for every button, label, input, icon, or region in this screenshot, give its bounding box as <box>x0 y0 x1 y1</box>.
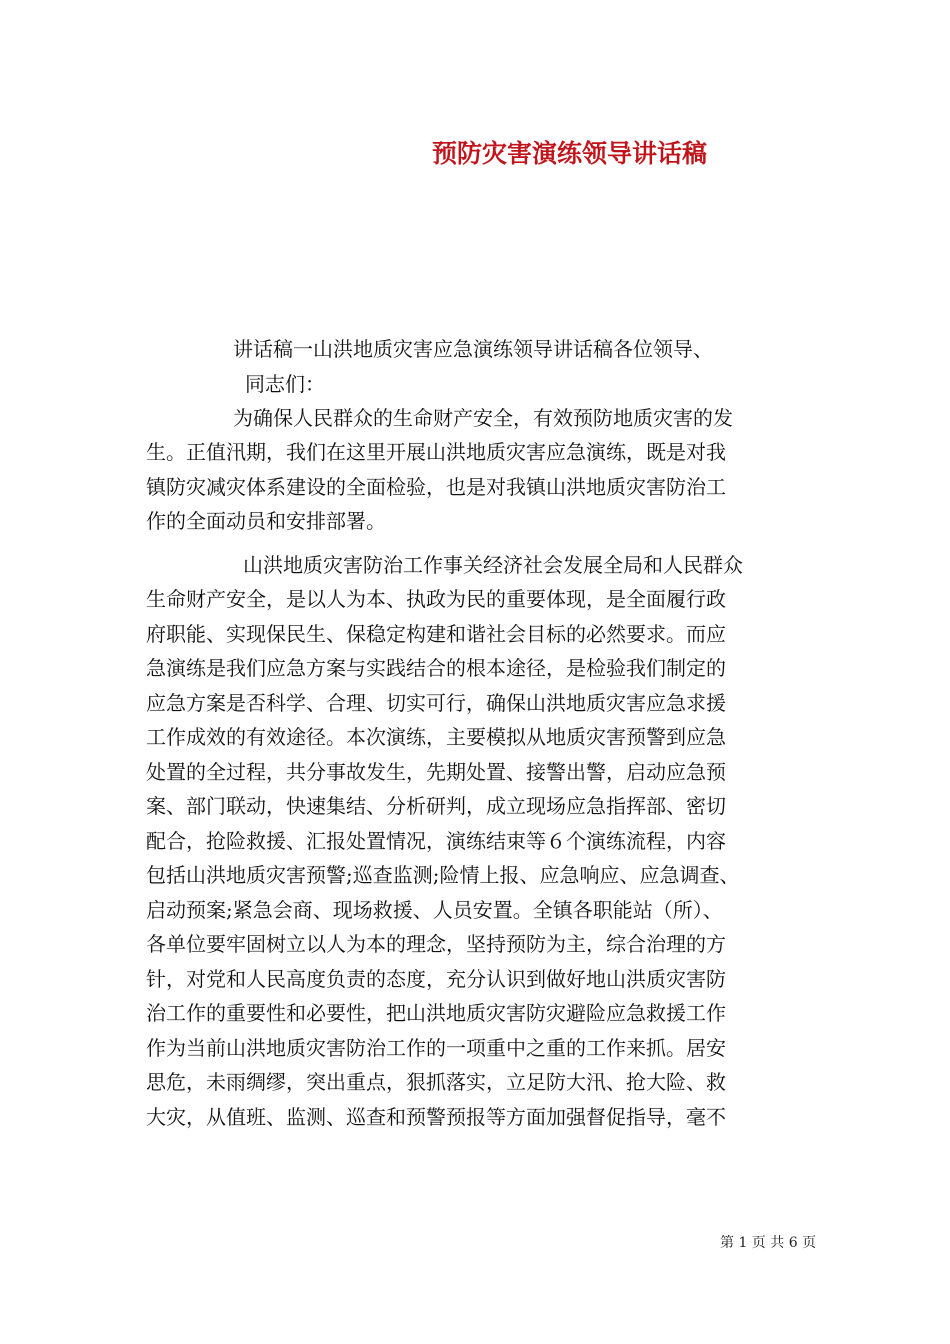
body-line: 治工作的重要性和必要性，把山洪地质灾害防灾避险应急救援工作 <box>146 1001 726 1025</box>
body-line: 包括山洪地质灾害预警;巡查监测;险情上报、应急响应、应急调查、 <box>146 863 740 887</box>
body-line: 山洪地质灾害防治工作事关经济社会发展全局和人民群众 <box>243 553 743 577</box>
body-line: 急演练是我们应急方案与实践结合的根本途径，是检验我们制定的 <box>146 656 726 680</box>
body-line: 配合，抢险救援、汇报处置情况，演练结束等６个演练流程，内容 <box>146 829 726 853</box>
body-line: 应急方案是否科学、合理、切实可行，确保山洪地质灾害应急求援 <box>146 691 726 715</box>
body-line: 镇防灾减灾体系建设的全面检验，也是对我镇山洪地质灾害防治工 <box>146 475 726 499</box>
body-line: 府职能、实现保民生、保稳定构建和谐社会目标的必然要求。而应 <box>146 622 726 646</box>
body-line: 生。正值汛期，我们在这里开展山洪地质灾害应急演练，既是对我 <box>146 440 726 464</box>
body-line: 作为当前山洪地质灾害防治工作的一项重中之重的工作来抓。居安 <box>146 1036 726 1060</box>
body-line: 案、部门联动，快速集结、分析研判，成立现场应急指挥部、密切 <box>146 794 726 818</box>
body-line: 大灾，从值班、监测、巡查和预警预报等方面加强督促指导，毫不 <box>146 1105 726 1129</box>
body-line: 作的全面动员和安排部署。 <box>146 509 386 533</box>
body-line: 启动预案;紧急会商、现场救援、人员安置。全镇各职能站（所）、 <box>146 898 723 922</box>
body-line: 针，对党和人民高度负责的态度，充分认识到做好地山洪质灾害防 <box>146 967 726 991</box>
body-line: 生命财产安全，是以人为本、执政为民的重要体现，是全面履行政 <box>146 587 726 611</box>
body-line: 工作成效的有效途径。本次演练，主要模拟从地质灾害预警到应急 <box>146 725 726 749</box>
body-line: 处置的全过程，共分事故发生，先期处置、接警出警，启动应急预 <box>146 760 726 784</box>
body-line: 讲话稿一山洪地质灾害应急演练领导讲话稿各位领导、 <box>233 337 713 361</box>
body-line: 为确保人民群众的生命财产安全，有效预防地质灾害的发 <box>233 406 733 430</box>
page-number-footer: 第 1 页 共 6 页 <box>720 1235 817 1251</box>
body-line: 同志们： <box>245 372 325 396</box>
body-line: 各单位要牢固树立以人为本的理念，坚持预防为主，综合治理的方 <box>146 932 726 956</box>
document-title: 预防灾害演练领导讲话稿 <box>432 139 708 168</box>
body-line: 思危，未雨绸缪，突出重点，狠抓落实，立足防大汛、抢大险、救 <box>146 1070 726 1094</box>
